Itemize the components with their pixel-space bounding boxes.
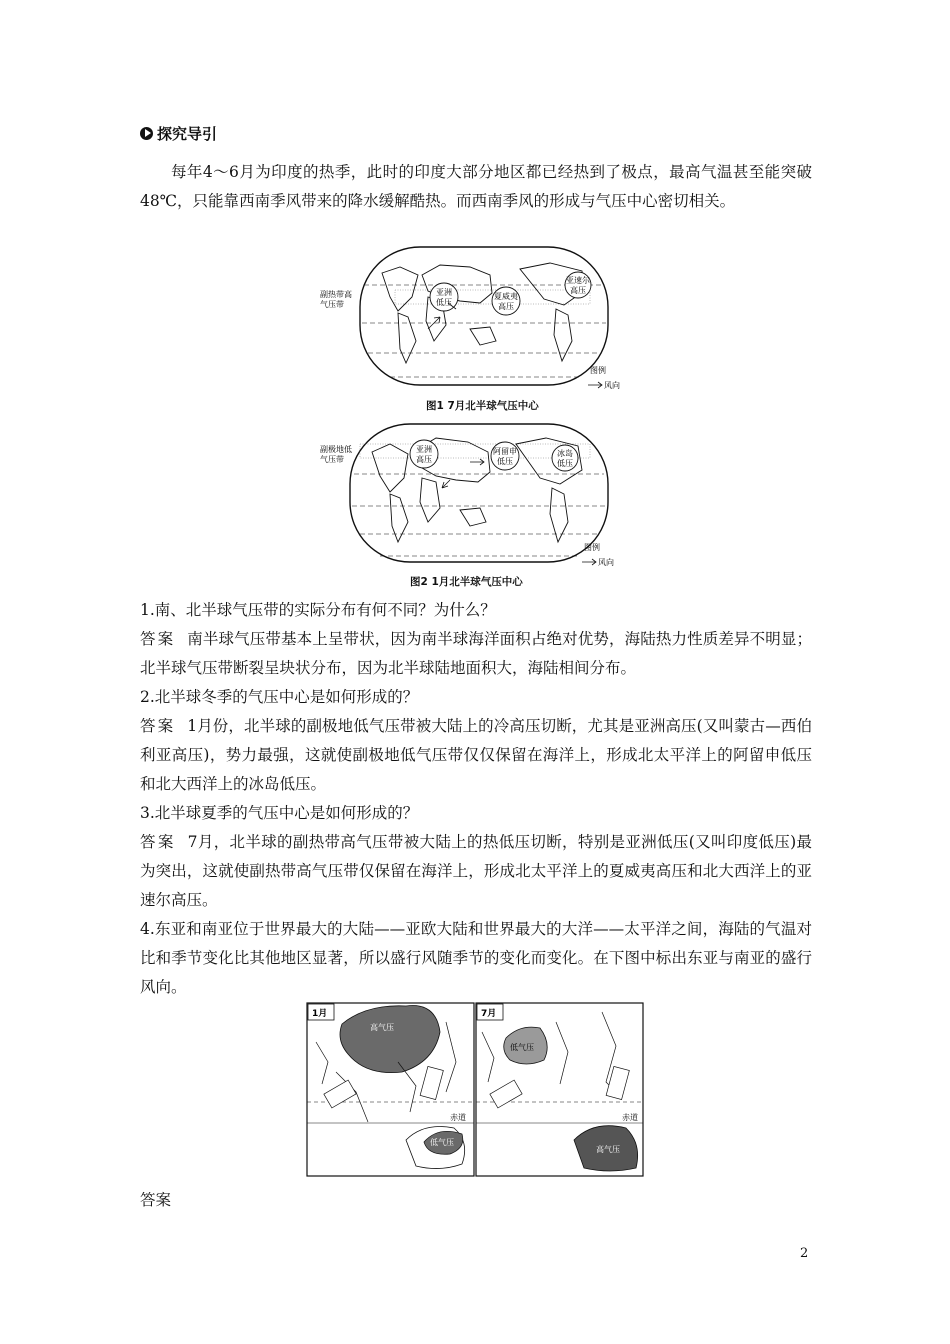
fig1-center-3-line-2: 高压 xyxy=(570,286,586,295)
fig1-legend-item: 风向 xyxy=(604,381,620,390)
answer-2 xyxy=(140,712,812,799)
question-4: 4.东亚和南亚位于世界最大的大陆——亚欧大陆和世界最大的大洋——太平洋之间，海陆的气温对比和季节变化比其他地区显著，所以盛行风随季节的变化而变化。在下图中标出东亚与南亚的盛行风向。 xyxy=(140,920,812,996)
play-circle-icon xyxy=(140,127,153,140)
figure-2 xyxy=(320,422,620,572)
jul-month-label: 7月 xyxy=(481,1009,497,1019)
fig2-center-3-line-1: 冰岛 xyxy=(557,449,573,458)
fig1-legend-title: 图例 xyxy=(590,366,606,375)
answer-3 xyxy=(140,828,812,915)
fig2-center-2-line-2: 低压 xyxy=(497,457,513,466)
monsoon-maps-svg xyxy=(306,1002,644,1178)
fig2-center-1-line-1: 亚洲 xyxy=(416,445,432,454)
fig1-center-2-line-2: 高压 xyxy=(498,302,514,311)
question-1: 1.南、北半球气压带的实际分布有何不同？为什么？ xyxy=(140,601,496,619)
fig2-belt-label-1: 副极地低 xyxy=(320,445,352,454)
fig2-caption: 图2 1月北半球气压中心 xyxy=(410,576,523,588)
answer-3-text: 7月，北半球的副热带高气压带被大陆上的热低压切断，特别是亚洲低压(又叫印度低压)最为突出，这就使副热带高气压带仅保留在海洋上，形成北太平洋上的夏威夷高压和北大西洋上的亚速尔高压。 xyxy=(140,833,812,909)
legend-arrow-icon xyxy=(582,559,596,565)
world-map-july xyxy=(320,245,620,395)
jan-equator-label: 赤道 xyxy=(450,1113,466,1122)
jan-month-label: 1月 xyxy=(312,1009,328,1019)
jul-south-label: 高气压 xyxy=(596,1145,620,1154)
monsoon-maps xyxy=(306,1002,644,1178)
answer-4-label: 答案 xyxy=(140,1191,172,1209)
fig2-legend-item: 风向 xyxy=(598,558,614,567)
jan-south-label: 低气压 xyxy=(430,1138,454,1147)
fig1-center-3-line-1: 亚速尔 xyxy=(566,276,590,285)
fig1-belt-label-1: 副热带高 xyxy=(320,290,352,299)
fig2-center-1-line-2: 高压 xyxy=(416,455,432,464)
jan-north-label: 高气压 xyxy=(370,1023,394,1032)
fig2-legend-title: 图例 xyxy=(584,543,600,552)
fig1-belt-label-2: 气压带 xyxy=(320,300,344,309)
fig1-center-1-line-2: 低压 xyxy=(436,298,452,307)
fig1-center-2-line-1: 夏威夷 xyxy=(494,292,518,301)
legend-arrow-icon xyxy=(588,382,602,388)
answer-1-text: 南半球气压带基本上呈带状，因为南半球海洋面积占绝对优势，海陆热力性质差异不明显；北半球气压带断裂呈块状分布，因为北半球陆地面积大，海陆相间分布。 xyxy=(140,630,812,677)
question-2: 2.北半球冬季的气压中心是如何形成的？ xyxy=(140,688,419,706)
fig2-belt-label-2: 气压带 xyxy=(320,455,344,464)
answer-1 xyxy=(140,625,812,683)
answer-2-label: 答案 xyxy=(140,717,176,735)
answer-2-text: 1月份，北半球的副极地低气压带被大陆上的冷高压切断，尤其是亚洲高压(又叫蒙古—西伯利亚高压)，势力最强，这就使副极地低气压带仅仅保留在海洋上，形成北太平洋上的阿留申低压和北大西洋上的冰岛低压。 xyxy=(140,717,812,793)
answer-3-label: 答案 xyxy=(140,833,176,851)
page-number: 2 xyxy=(800,1246,809,1261)
fig2-center-3-line-2: 低压 xyxy=(557,459,573,468)
section-title: 探究导引 xyxy=(157,124,218,143)
jul-equator-label: 赤道 xyxy=(622,1113,638,1122)
fig1-center-1-line-1: 亚洲 xyxy=(436,288,452,297)
answer-1-label: 答案 xyxy=(140,630,176,648)
figure-1 xyxy=(320,245,620,395)
jul-north-label: 低气压 xyxy=(510,1043,534,1052)
intro-paragraph: 每年4～6月为印度的热季，此时的印度大部分地区都已经热到了极点，最高气温甚至能突破48℃，只能靠西南季风带来的降水缓解酷热。而西南季风的形成与气压中心密切相关。 xyxy=(140,163,812,210)
question-3: 3.北半球夏季的气压中心是如何形成的？ xyxy=(140,804,419,822)
section-heading xyxy=(140,122,217,144)
fig1-caption: 图1 7月北半球气压中心 xyxy=(426,400,539,412)
fig2-center-2-line-1: 阿留申 xyxy=(493,447,517,456)
world-map-january xyxy=(320,422,620,572)
